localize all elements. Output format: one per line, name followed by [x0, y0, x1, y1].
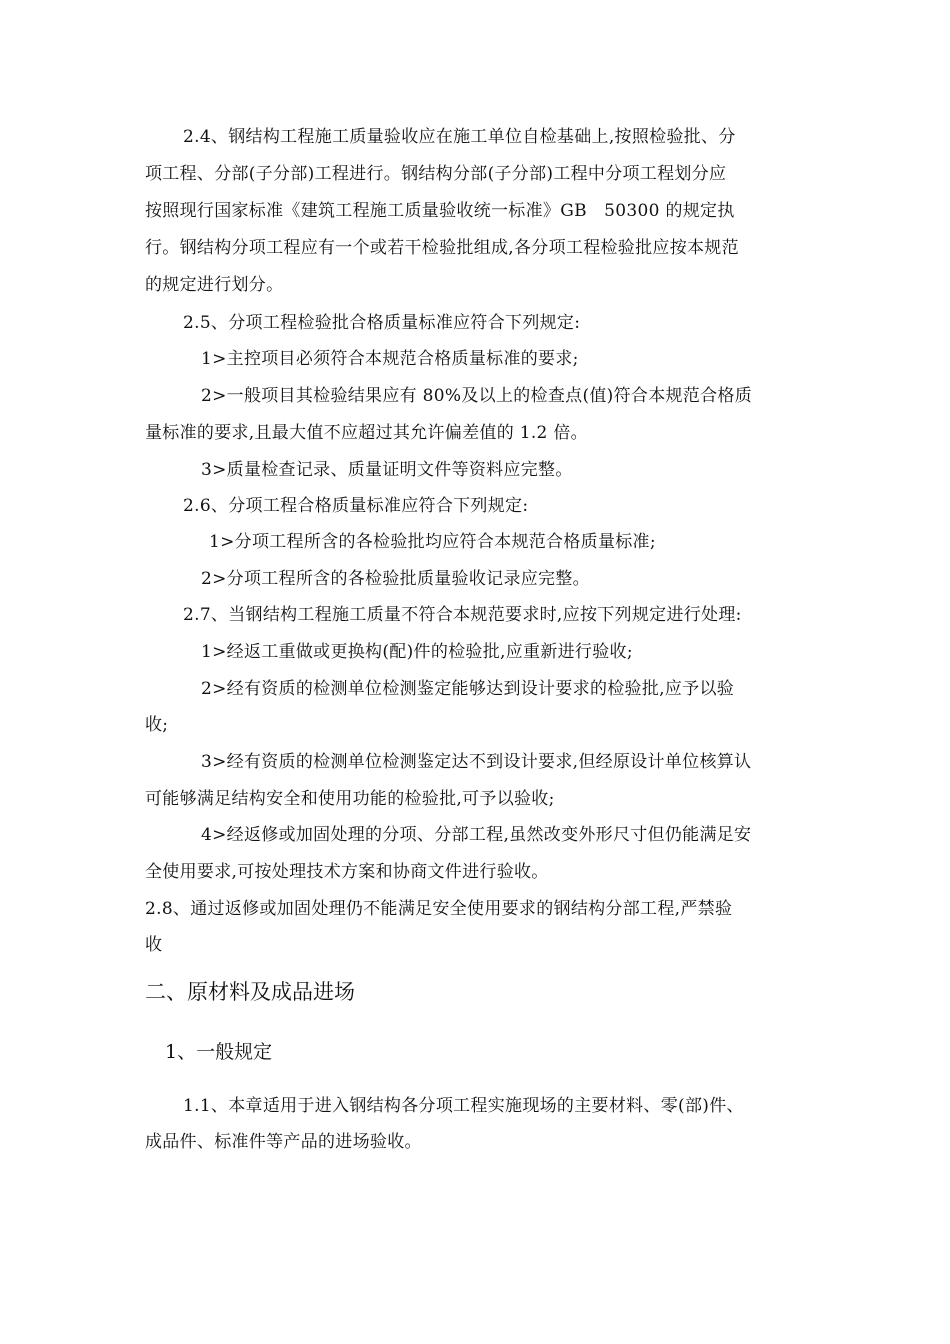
- text-line: 2.5、分项工程检验批合格质量标准应符合下列规定:: [183, 313, 581, 333]
- text-line: 1.1、本章适用于进入钢结构各分项工程实施现场的主要材料、零(部)件、: [183, 1096, 744, 1116]
- text-line: 3>质量检查记录、质量证明文件等资料应完整。: [201, 460, 573, 480]
- text-line: 2.6、分项工程合格质量标准应符合下列规定:: [183, 496, 529, 516]
- text-line: 2>一般项目其检验结果应有 80%及以上的检查点(值)符合本规范合格质: [201, 386, 753, 406]
- text-line: 3>经有资质的检测单位检测鉴定达不到设计要求,但经原设计单位核算认: [201, 752, 752, 772]
- text-line: 行。钢结构分项工程应有一个或若干检验批组成,各分项工程检验批应按本规范: [145, 238, 739, 258]
- text-line: 2>经有资质的检测单位检测鉴定能够达到设计要求的检验批,应予以验: [201, 679, 735, 699]
- text-line: 项工程、分部(子分部)工程进行。钢结构分部(子分部)工程中分项工程划分应: [145, 164, 727, 184]
- sub-heading: 1、一般规定: [165, 1041, 273, 1063]
- text-line: 4>经返修或加固处理的分项、分部工程,虽然改变外形尺寸但仍能满足安: [201, 825, 752, 845]
- text-line: 收;: [145, 715, 169, 735]
- text-line: 全使用要求,可按处理技术方案和协商文件进行验收。: [145, 862, 549, 882]
- text-line: 2.7、当钢结构工程施工质量不符合本规范要求时,应按下列规定进行处理:: [183, 605, 742, 625]
- text-line: 量标准的要求,且最大值不应超过其允许偏差值的 1.2 倍。: [145, 423, 588, 443]
- text-line: 2>分项工程所含的各检验批质量验收记录应完整。: [201, 569, 590, 589]
- text-line: 可能够满足结构安全和使用功能的检验批,可予以验收;: [145, 789, 555, 809]
- text-line: 2.8、通过返修或加固处理仍不能满足安全使用要求的钢结构分部工程,严禁验: [145, 899, 733, 919]
- section-heading: 二、原材料及成品进场: [145, 980, 355, 1004]
- text-line: 收: [145, 935, 163, 955]
- text-line: 2.4、钢结构工程施工质量验收应在施工单位自检基础上,按照检验批、分: [183, 127, 736, 147]
- text-line: 按照现行国家标准《建筑工程施工质量验收统一标准》GB 50300 的规定执: [145, 201, 735, 221]
- text-line: 的规定进行划分。: [145, 275, 284, 295]
- text-line: 1>经返工重做或更换构(配)件的检验批,应重新进行验收;: [201, 642, 633, 662]
- text-line: 1>分项工程所含的各检验批均应符合本规范合格质量标准;: [209, 532, 656, 552]
- text-line: 1>主控项目必须符合本规范合格质量标准的要求;: [201, 349, 579, 369]
- text-line: 成品件、标准件等产品的进场验收。: [145, 1132, 422, 1152]
